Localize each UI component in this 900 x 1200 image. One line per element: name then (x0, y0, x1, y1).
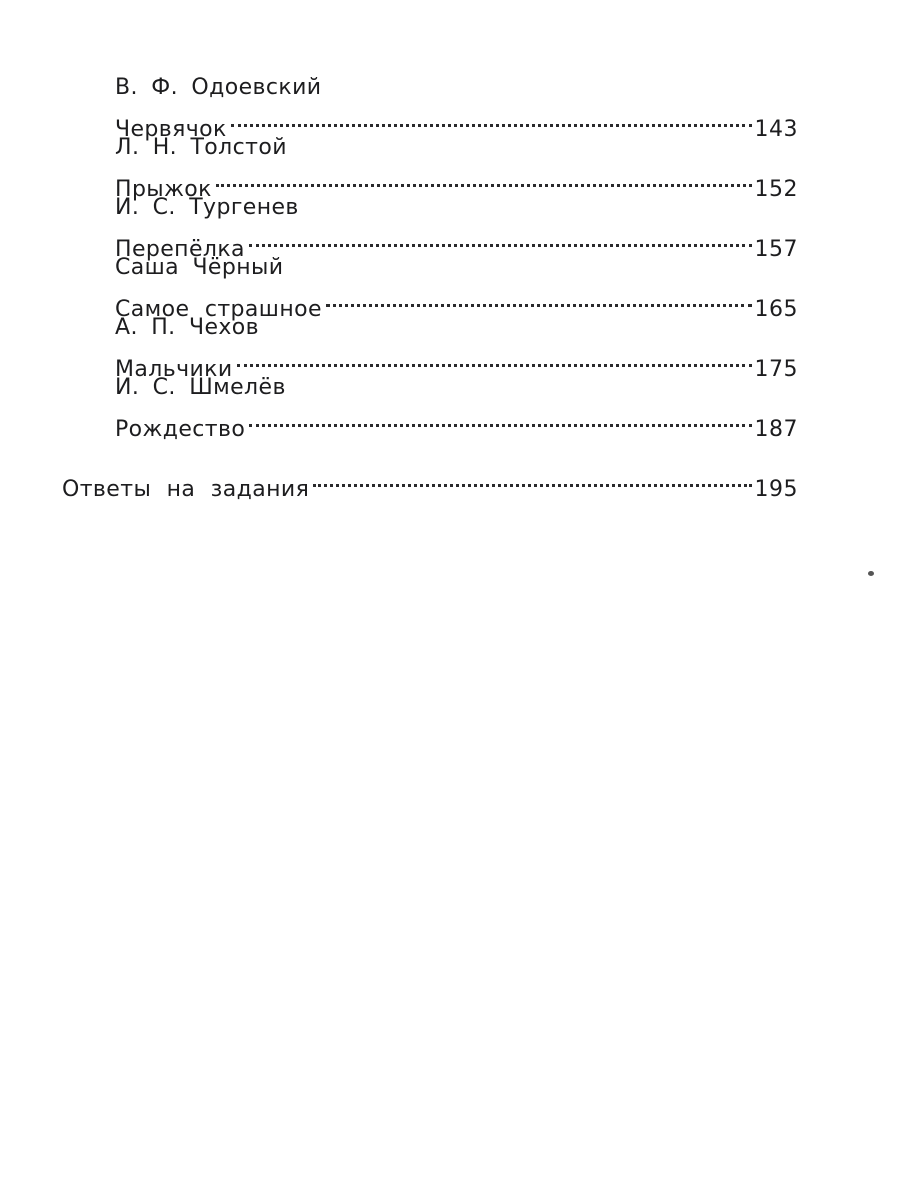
toc-author: Саша Чёрный (115, 255, 284, 280)
toc-page-number: 152 (754, 177, 798, 202)
toc-entry[interactable] (115, 400, 798, 442)
toc-entry-title: Ответы на задания (62, 477, 310, 502)
toc-entry-title: Самое страшное (115, 297, 322, 322)
toc-author: В. Ф. Одоевский (115, 75, 322, 100)
toc-entry-answers[interactable] (62, 460, 798, 502)
toc-entry-title: Перепёлка (115, 237, 245, 262)
dot-leader (326, 280, 752, 316)
toc-entry-title: Мальчики (115, 357, 233, 382)
toc-entry-title: Рождество (115, 417, 246, 442)
dot-leader (231, 100, 752, 136)
toc-page-number: 165 (754, 297, 798, 322)
toc-entry-title: Прыжок (115, 177, 212, 202)
toc-author: И. С. Тургенев (115, 195, 299, 220)
toc-entry-title: Червячок (115, 117, 227, 142)
dot-leader (237, 340, 752, 376)
toc-page-number: 175 (754, 357, 798, 382)
toc-page-number: 187 (754, 417, 798, 442)
toc-page-number: 195 (754, 477, 798, 502)
dot-leader (249, 400, 751, 436)
toc-page-number: 143 (754, 117, 798, 142)
toc-author: А. П. Чехов (115, 315, 260, 340)
toc-author: Л. Н. Толстой (115, 135, 287, 160)
dot-leader (313, 460, 751, 496)
toc-page-number: 157 (754, 237, 798, 262)
toc-author: И. С. Шмелёв (115, 375, 286, 400)
print-speck (868, 571, 874, 576)
dot-leader (249, 220, 752, 256)
